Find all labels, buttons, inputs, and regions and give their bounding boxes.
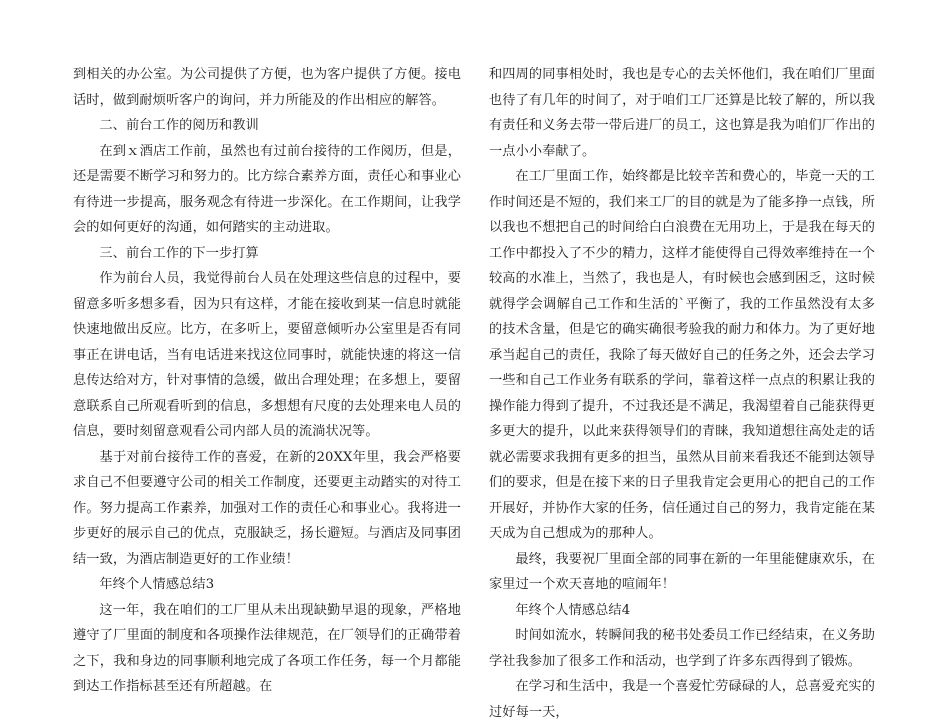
section-heading: 二、前台工作的阅历和教训 xyxy=(99,118,259,133)
paragraph: 作为前台人员，我觉得前台人员在处理这些信息的过程中，要留意多听多想多看，因为只有这样，才能在接收到某一信息时就能快速地做出反应。比方，在多听上，要留意倾听办公室里是否有同事正在讲电话，当有电话进来找这位同事时，就能快速的将这一信息传达给对方，针对事情的急缓，做出合理处理；在多想上，要留意联系自己所观看听到的信息，多想想有尺度的去处理来电人员的信息，要时刻留意观看公司内部人员的流淌状况等。 xyxy=(73,271,461,439)
left-column xyxy=(73,62,461,700)
paragraph: 最终，我要祝厂里面全部的同事在新的一年里能健康欢乐，在家里过一个欢天喜地的喧闹年！ xyxy=(489,551,875,592)
paragraph: 到相关的办公室。为公司提供了方便，也为客户提供了方便。接电话时，做到耐烦听客户的询问，并力所能及的作出相应的解答。 xyxy=(73,67,461,108)
paragraph: 和四周的同事相处时，我也是专心的去关怀他们，我在咱们厂里面也待了有几年的时间了，对于咱们工厂还算是比较了解的，所以我有责任和义务去带一带后进厂的员工，这也算是我为咱们厂作出的一点小小奉献了。 xyxy=(489,67,875,159)
paragraph: 在到ｘ酒店工作前，虽然也有过前台接待的工作阅历，但是，还是需要不断学习和努力的。比方综合素养方面，责任心和事业心有待进一步提高，服务观念有待进一步深化。在工作期间，让我学会的如何更好的沟通，如何踏实的主动进取。 xyxy=(73,143,461,235)
article-title: 年终个人情感总结4 xyxy=(515,602,631,618)
paragraph: 在工厂里面工作，始终都是比较辛苦和费心的，毕竟一天的工作时间还是不短的，我们来工厂的目的就是为了能多挣一点钱，所以我也不想把自己的时间给白白浪费在无用功上，于是我在每天的工作中都投入了不少的精力，这样才能使得自己得效率维持在一个较高的水准上，当然了，我也是人，有时候也会感到困乏，这时候就得学会调解自己工作和生活的`平衡了，我的工作虽然没有太多的技术含量，但是它的确实确很考验我的耐力和体力。为了更好地承当起自己的责任，我除了每天做好自己的任务之外，还会去学习一些和自己工作业务有联系的学问，靠着这样一点点的积累让我的操作能力得到了提升，不过我还是不满足，我渴望着自己能获得更多更大的提升，以此来获得领导们的青睐，我知道想往高处走的话就必需要求我拥有更多的担当，虽然从目前来看我还不能到达领导们的要求，但是在接下来的日子里我肯定会更用心的把自己的工作开展好，并协作大家的任务，信任通过自己的努力，我肯定能在某天成为自己想成为的那种人。 xyxy=(489,169,875,541)
article-title: 年终个人情感总结3 xyxy=(99,577,215,592)
section-heading: 三、前台工作的下一步打算 xyxy=(99,245,259,261)
paragraph: 基于对前台接待工作的喜爱，在新的20XX年里，我会严格要求自己不但要遵守公司的相关工作制度，还要更主动踏实的对待工作。努力提高工作素养，加强对工作的责任心和事业心。我将进一步更好的展示自己的优点，克服缺乏，扬长避短。与酒店及同事团结一致，为酒店制造更好的工作业绩！ xyxy=(73,449,461,567)
paragraph: 在学习和生活中，我是一个喜爱忙劳碌碌的人，总喜爱充实的过好每一天， xyxy=(489,679,875,720)
paragraph: 时间如流水，转瞬间我的秘书处委员工作已经结束，在义务助学社我参加了很多工作和活动，也学到了许多东西得到了锻炼。 xyxy=(489,628,875,669)
paragraph: 这一年，我在咱们的工厂里从未出现缺勤早退的现象，严格地遵守了厂里面的制度和各项操作法律规范，在厂领导们的正确带着之下，我和身边的同事顺利地完成了各项工作任务，每一个月都能到达工作指标甚至还有所超越。在 xyxy=(73,602,461,694)
right-column xyxy=(489,62,875,725)
